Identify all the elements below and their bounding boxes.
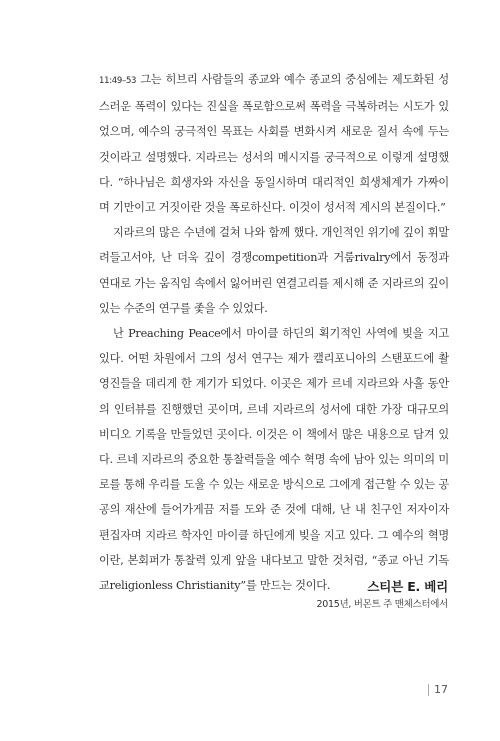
- paragraph-1-text: 그는 히브리 사람들의 종교와 예수 종교의 중심에는 제도화된 성스러운 폭력이 있다는 진실을 폭로함으로써 폭력을 극복하려는 시도가 있었으며, 예수의 궁극적인 목표는 사회를 변화시켜 새로운 질서 속에 두는 것이라고 설명했다. 지라르는 성서의 메시지를 궁극적으로 이렇게 설명했다. “하나님은 희생자와 자신을 동일시하며 대리적인 희생체계가 가짜이며 기만이고 거짓이란 것을 폭로하신다. 이것이 성서적 계시의 본질이다.”: [99, 73, 449, 215]
- paragraph-2: 지라르의 많은 수년에 걸쳐 나와 함께 했다. 개인적인 위기에 깊이 휘말려들고서야, 난 더욱 깊이 경쟁competition과 거룸rivalry에서 동정과 연대로 가는 움직임 속에서 잃어버린 연결고리를 제시해 준 지라르의 깊이 있는 수준의 연구를 좇을 수 있었다.: [99, 226, 449, 315]
- paragraph-3: 난 Preaching Peace에서 마이클 하딘의 획기적인 사역에 빚을 지고 있다. 어떤 차원에서 그의 성서 연구는 제가 캘리포니아의 스탠포드에 촬영진들을 데리게 한 계기가 되었다. 이곳은 제가 르네 지라르와 사흘 동안의 인터뷰를 진행했던 곳이며, 르네 지라르의 성서에 대한 가장 대규모의 비디오 기록을 만들었던 곳이다. 이것은 이 책에서 많은 내용으로 담겨 있다. 르네 지라르의 중요한 통찰력들을 예수 혁명 속에 남아 있는 의미의 미로를 통해 우리를 도울 수 있는 새로운 방식으로 그에게 접근할 수 있는 공공의 재산에 들어가게끔 저를 도와 준 것에 대해, 난 내 친구인 저자이자 편집자며 지라르 학자인 마이클 하딘에게 빚을 지고 있다. 그 예수의 혁명이란, 본회퍼가 통찰력 있게 앞을 내다보고 말한 것처럼, “종교 아닌 기독교religionless Christianity”를 만드는 것이다.: [99, 327, 449, 593]
- scripture-citation: 11:49–53: [99, 76, 137, 86]
- paragraph-1: [99, 67, 449, 220]
- page-number: 17: [428, 684, 448, 696]
- body-text: [99, 67, 449, 598]
- date-place: 2015년, 버몬트 주 맨체스터에서: [316, 599, 448, 610]
- author-name: 스티븐 E. 베리: [367, 579, 448, 594]
- signature-block: [316, 578, 448, 614]
